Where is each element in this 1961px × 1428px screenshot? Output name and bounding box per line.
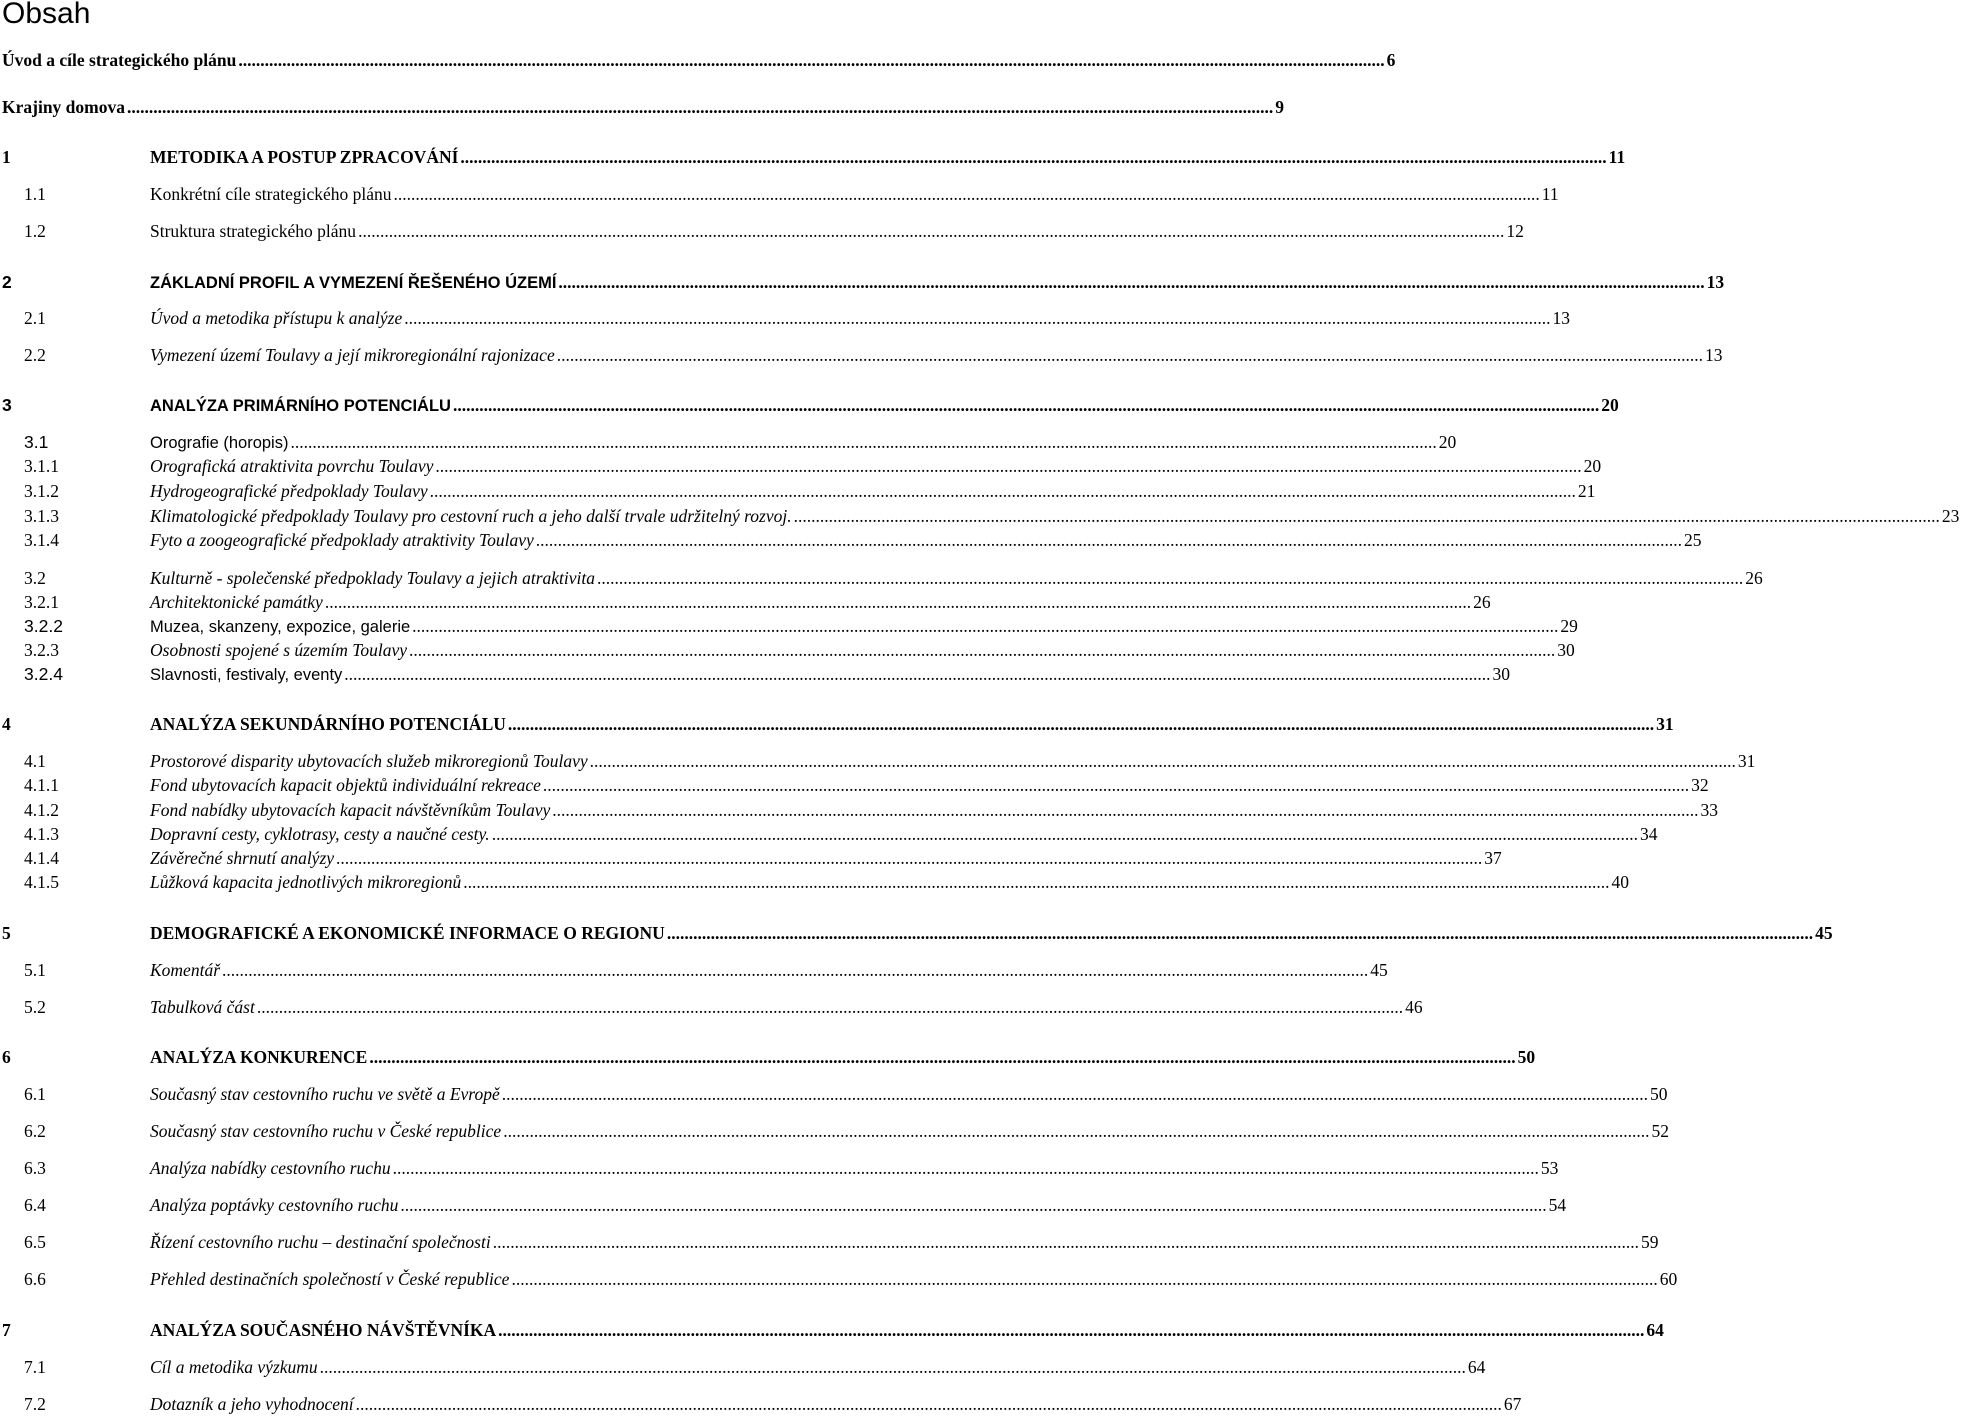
toc-entry-page: 33: [1700, 800, 1719, 820]
toc-entry-label: Lůžková kapacita jednotlivých mikroregionů: [150, 872, 462, 892]
toc-entry[interactable]: [0, 773, 1709, 797]
toc-entry[interactable]: [0, 1193, 1567, 1217]
dot-leader: [492, 822, 1638, 846]
toc-entry[interactable]: [0, 1318, 1664, 1342]
toc-entry[interactable]: [0, 1392, 1522, 1416]
toc-entry-label: Analýza poptávky cestovního ruchu: [150, 1195, 399, 1215]
toc-entry-page: 52: [1651, 1121, 1669, 1141]
toc-entry[interactable]: [0, 712, 1674, 736]
dot-leader: [336, 846, 1482, 870]
toc-entry-label: Hydrogeografické předpoklady Toulavy: [150, 481, 428, 501]
toc-entry[interactable]: [0, 219, 1524, 243]
toc-entry-number: 2.2: [24, 345, 46, 365]
dot-leader: [543, 773, 1689, 797]
toc-entry-number: 3.2: [24, 568, 46, 588]
toc-entry-number: 7.2: [24, 1394, 46, 1414]
toc-entry-page: 6: [1386, 50, 1396, 70]
dot-leader: [344, 662, 1490, 686]
toc-entry-page: 12: [1506, 221, 1524, 241]
toc-entry[interactable]: [0, 393, 1619, 417]
toc-entry-page: 20: [1438, 432, 1457, 452]
dot-leader: [369, 1045, 1515, 1069]
toc-entry-label: Řízení cestovního ruchu – destinační společnosti: [150, 1232, 491, 1252]
dot-leader: [460, 145, 1606, 169]
toc-entry-number: 4.1.1: [24, 775, 59, 795]
toc-entry[interactable]: [0, 430, 1457, 454]
toc-entry[interactable]: [0, 270, 1725, 294]
toc-entry-page: 29: [1560, 616, 1578, 636]
toc-entry-number: 3.2.4: [24, 664, 63, 684]
dot-leader: [590, 749, 1736, 773]
toc-entry-page: 9: [1275, 97, 1284, 117]
toc-entry-page: 25: [1684, 530, 1702, 550]
toc-entry-label: Struktura strategického plánu: [150, 221, 357, 241]
toc-entry-page: 45: [1370, 960, 1388, 980]
toc-entry-label: Osobnosti spojené s územím Toulavy: [150, 640, 407, 660]
toc-entry-number: 3.2.1: [24, 592, 59, 612]
dot-leader: [503, 1119, 1649, 1143]
toc-entry-page: 59: [1640, 1232, 1659, 1252]
toc-entry[interactable]: [0, 1082, 1668, 1106]
toc-entry-number: 4.1.4: [24, 848, 59, 868]
toc-entry-number: 6.6: [24, 1269, 46, 1289]
toc-entry[interactable]: [0, 1267, 1678, 1291]
toc-entry[interactable]: [0, 921, 1833, 945]
toc-entry[interactable]: [0, 1045, 1536, 1069]
toc-entry-label: Přehled destinačních společností v České republice: [150, 1269, 510, 1289]
toc-entry-page: 45: [1815, 923, 1833, 943]
dot-leader: [453, 393, 1599, 417]
toc-entry-number: 1.1: [24, 184, 46, 204]
toc-entry[interactable]: [0, 528, 1702, 552]
toc-entry-number: 4: [2, 714, 11, 734]
toc-entry-page: 31: [1656, 714, 1674, 734]
dot-leader: [463, 870, 1609, 894]
toc-entry[interactable]: [0, 479, 1596, 503]
toc-entry-label: Fond ubytovacích kapacit objektů individuální rekreace: [150, 775, 541, 795]
toc-entry-page: 54: [1548, 1195, 1567, 1215]
toc-entry-page: 30: [1492, 664, 1511, 684]
toc-entry[interactable]: [0, 638, 1575, 662]
toc-entry-page: 13: [1552, 308, 1570, 328]
toc-entry-label: Orografie (horopis): [150, 434, 289, 452]
dot-leader: [508, 712, 1654, 736]
dot-leader: [358, 219, 1504, 243]
toc-entry-page: 32: [1691, 775, 1709, 795]
dot-leader: [320, 1355, 1466, 1379]
toc-entry-page: 20: [1583, 456, 1602, 476]
dot-leader: [127, 95, 1273, 119]
toc-entry[interactable]: [0, 566, 1763, 590]
toc-entry-page: 20: [1601, 395, 1619, 415]
toc-entry-page: 13: [1706, 272, 1725, 292]
toc-entry-number: 3.1.3: [24, 506, 59, 526]
dot-leader: [502, 1082, 1648, 1106]
dot-leader: [356, 1392, 1502, 1416]
dot-leader: [558, 270, 1704, 294]
toc-entry[interactable]: [0, 1230, 1659, 1254]
toc-entry[interactable]: [0, 1119, 1669, 1143]
toc-entry-number: 6.3: [24, 1158, 46, 1178]
toc-entry-number: 5.2: [24, 997, 46, 1017]
toc-entry-label: Analýza nabídky cestovního ruchu: [150, 1158, 391, 1178]
toc-entry-number: 7: [2, 1320, 11, 1340]
toc-entry-label: Současný stav cestovního ruchu ve světě a Evropě: [150, 1084, 500, 1104]
toc-entry[interactable]: [0, 306, 1570, 330]
toc-entry-number: 3.2.2: [24, 616, 63, 636]
toc-entry-label: ANALÝZA PRIMÁRNÍHO POTENCIÁLU: [150, 397, 451, 415]
dot-leader: [557, 343, 1703, 367]
toc-entry-label: ANALÝZA SOUČASNÉHO NÁVŠTĚVNÍKA: [150, 1320, 497, 1340]
dot-leader: [794, 504, 1940, 528]
toc-entry-label: ANALÝZA KONKURENCE: [150, 1047, 368, 1067]
toc-entry-page: 67: [1503, 1394, 1522, 1414]
toc-entry[interactable]: [0, 504, 1960, 528]
dot-leader: [536, 528, 1682, 552]
toc-entry[interactable]: [0, 846, 1502, 870]
dot-leader: [498, 1318, 1644, 1342]
toc-entry-number: 3.1.1: [24, 456, 59, 476]
toc-entry[interactable]: [0, 798, 1719, 822]
toc-entry-label: Klimatologické předpoklady Toulavy pro cestovní ruch a jeho další trvale udržitelný rozvoj.: [150, 506, 792, 526]
toc-entry[interactable]: [0, 822, 1658, 846]
toc-entry-page: 40: [1611, 872, 1629, 892]
dot-leader: [238, 48, 1384, 72]
toc-entry[interactable]: [0, 614, 1578, 638]
toc-entry-page: 46: [1405, 997, 1423, 1017]
toc-entry-label: Slavnosti, festivaly, eventy: [150, 666, 343, 684]
toc-entry-number: 1: [2, 147, 11, 167]
toc-entry-label: ANALÝZA SEKUNDÁRNÍHO POTENCIÁLU: [150, 714, 506, 734]
toc-entry-page: 50: [1649, 1084, 1668, 1104]
toc-entry-page: 31: [1737, 751, 1756, 771]
dot-leader: [667, 921, 1813, 945]
dot-leader: [394, 182, 1540, 206]
toc-entry-number: 3.2.3: [24, 640, 59, 660]
toc-entry-number: 6: [2, 1047, 11, 1067]
toc-entry[interactable]: [0, 1355, 1486, 1379]
toc-entry-label: DEMOGRAFICKÉ A EKONOMICKÉ INFORMACE O REGIONU: [150, 923, 665, 943]
toc-entry-number: 6.2: [24, 1121, 46, 1141]
toc-entry-label: Tabulková část: [150, 997, 255, 1017]
toc-entry[interactable]: [0, 454, 1602, 478]
toc-entry-number: 3.1.4: [24, 530, 59, 550]
toc-entry-label: Orografická atraktivita povrchu Toulavy: [150, 456, 434, 476]
toc-entry-page: 50: [1517, 1047, 1536, 1067]
toc-entry-number: 5.1: [24, 960, 46, 980]
toc-entry-number: 4.1.3: [24, 824, 59, 844]
toc-entry-page: 11: [1541, 184, 1559, 204]
toc-entry-page: 23: [1941, 506, 1960, 526]
toc-entry-label: Dotazník a jeho vyhodnocení: [150, 1394, 354, 1414]
dot-leader: [511, 1267, 1657, 1291]
page-title: Obsah: [2, 0, 91, 30]
toc-entry-label: Krajiny domova: [2, 97, 125, 117]
toc-entry-label: Závěrečné shrnutí analýzy: [150, 848, 335, 868]
toc-entry-label: Kulturně - společenské předpoklady Toulavy a jejich atraktivita: [150, 568, 596, 588]
toc-entry-number: 6.4: [24, 1195, 46, 1215]
toc-entry-number: 2: [2, 272, 12, 292]
toc-entry[interactable]: [0, 590, 1491, 614]
dot-leader: [393, 1156, 1539, 1180]
toc-entry-number: 3: [2, 395, 12, 415]
toc-entry-number: 3.1: [24, 432, 49, 452]
toc-entry-label: Muzea, skanzeny, expozice, galerie: [150, 618, 411, 636]
dot-leader: [430, 479, 1576, 503]
dot-leader: [257, 995, 1403, 1019]
dot-leader: [222, 958, 1368, 982]
toc-entry-label: Fond nabídky ubytovacích kapacit návštěvníkům Toulavy: [150, 800, 551, 820]
toc-entry-page: 34: [1639, 824, 1658, 844]
toc-entry-label: ZÁKLADNÍ PROFIL A VYMEZENÍ ŘEŠENÉHO ÚZEMÍ: [150, 274, 557, 292]
dot-leader: [400, 1193, 1546, 1217]
toc-entry-number: 6.5: [24, 1232, 46, 1252]
toc-entry-page: 26: [1473, 592, 1491, 612]
dot-leader: [290, 430, 1436, 454]
toc-entry-label: Komentář: [150, 960, 220, 980]
toc-entry[interactable]: [0, 662, 1511, 686]
toc-entry[interactable]: [0, 1156, 1559, 1180]
toc-entry-page: 21: [1577, 481, 1596, 501]
toc-entry-page: 64: [1467, 1357, 1486, 1377]
toc-entry-number: 4.1.5: [24, 872, 59, 892]
dot-leader: [435, 454, 1581, 478]
toc-entry-label: Cíl a metodika výzkumu: [150, 1357, 318, 1377]
toc-entry-label: Úvod a metodika přístupu k analýze: [150, 308, 403, 328]
toc-entry-page: 13: [1704, 345, 1723, 365]
toc-entry-number: 6.1: [24, 1084, 46, 1104]
toc-entry[interactable]: [0, 870, 1629, 894]
toc-entry[interactable]: [0, 145, 1626, 169]
toc-entry-page: 26: [1745, 568, 1763, 588]
toc-entry-number: 1.2: [24, 221, 46, 241]
toc-entry-page: 37: [1484, 848, 1502, 868]
toc-entry-label: Konkrétní cíle strategického plánu: [150, 184, 392, 204]
toc-entry[interactable]: [0, 958, 1388, 982]
toc-entry-number: 5: [2, 923, 11, 943]
toc-entry-page: 11: [1608, 147, 1626, 167]
toc-entry-number: 4.1.2: [24, 800, 59, 820]
toc-entry[interactable]: [0, 343, 1723, 367]
toc-entry[interactable]: [0, 995, 1423, 1019]
toc-entry-number: 7.1: [24, 1357, 46, 1377]
toc-entry-label: Architektonické památky: [150, 592, 323, 612]
toc-entry-page: 60: [1659, 1269, 1678, 1289]
dot-leader: [409, 638, 1555, 662]
toc-entry-label: Úvod a cíle strategického plánu: [2, 50, 237, 70]
dot-leader: [404, 306, 1550, 330]
toc-entry-label: Prostorové disparity ubytovacích služeb mikroregionů Toulavy: [150, 751, 588, 771]
toc-entry[interactable]: [0, 182, 1559, 206]
dot-leader: [552, 798, 1698, 822]
toc-entry-number: 4.1: [24, 751, 46, 771]
toc-entry[interactable]: [0, 95, 1284, 119]
toc-entry-number: 3.1.2: [24, 481, 59, 501]
toc-entry-page: 53: [1540, 1158, 1559, 1178]
toc-entry-label: Fyto a zoogeografické předpoklady atraktivity Toulavy: [150, 530, 534, 550]
dot-leader: [597, 566, 1743, 590]
toc-entry-number: 2.1: [24, 308, 46, 328]
dot-leader: [325, 590, 1471, 614]
toc-entry-page: 64: [1646, 1320, 1664, 1340]
toc-entry-page: 30: [1557, 640, 1575, 660]
dot-leader: [493, 1230, 1639, 1254]
toc-entry[interactable]: [0, 48, 1396, 72]
dot-leader: [412, 614, 1558, 638]
toc-entry-label: Současný stav cestovního ruchu v České republice: [150, 1121, 502, 1141]
toc-entry-label: Vymezení území Toulavy a její mikroregionální rajonizace: [150, 345, 555, 365]
toc-entry[interactable]: [0, 749, 1756, 773]
toc-entry-label: METODIKA A POSTUP ZPRACOVÁNÍ: [150, 147, 459, 167]
toc-entry-label: Dopravní cesty, cyklotrasy, cesty a naučné cesty.: [150, 824, 490, 844]
